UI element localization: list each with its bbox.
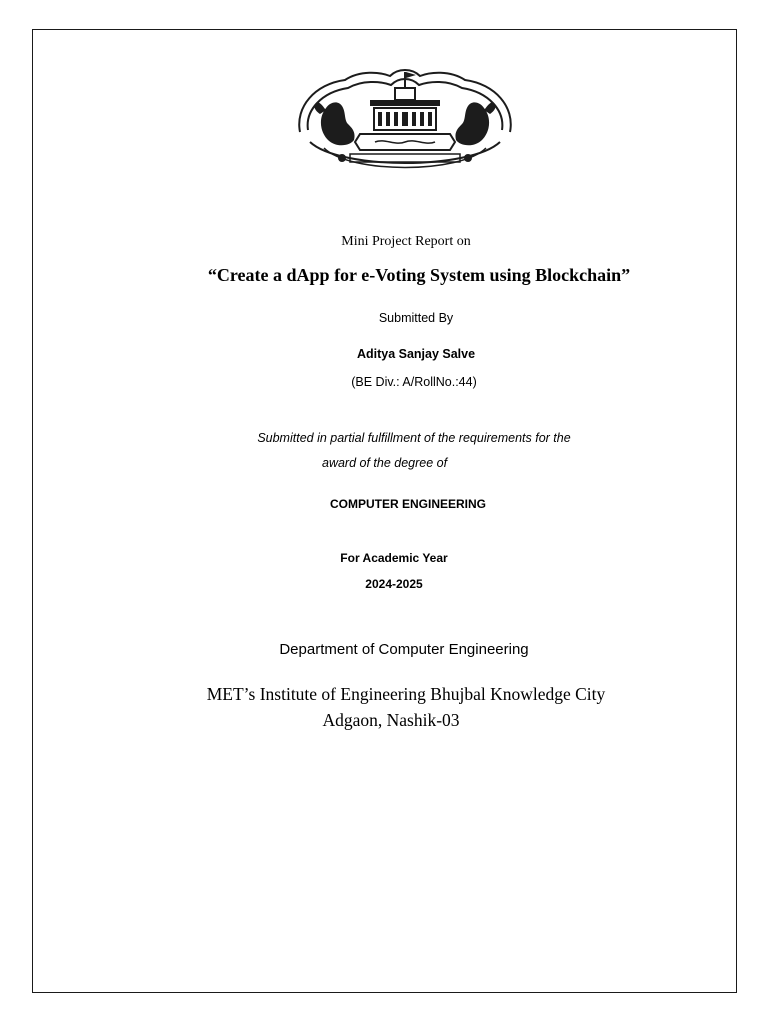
- institute-address: Adgaon, Nashik-03: [322, 710, 460, 730]
- department-name: Department of Computer Engineering: [279, 641, 529, 658]
- degree-name: COMPUTER ENGINEERING: [329, 497, 487, 511]
- academic-year-label: For Academic Year: [340, 551, 448, 565]
- fulfillment-line-1: Submitted in partial fulfillment of the requirements for the: [257, 431, 571, 445]
- university-emblem-icon: [290, 62, 520, 174]
- student-name: Aditya Sanjay Salve: [356, 347, 476, 361]
- project-title: “Create a dApp for e-Voting System using Blockchain”: [207, 265, 631, 285]
- institute-name: MET’s Institute of Engineering Bhujbal Knowledge City: [206, 684, 606, 704]
- report-label: Mini Project Report on: [341, 234, 471, 249]
- academic-year: 2024-2025: [365, 577, 423, 591]
- student-details: (BE Div.: A/RollNo.:44): [351, 375, 477, 389]
- fulfillment-line-2: award of the degree of: [322, 456, 448, 470]
- submitted-by-label: Submitted By: [378, 311, 454, 325]
